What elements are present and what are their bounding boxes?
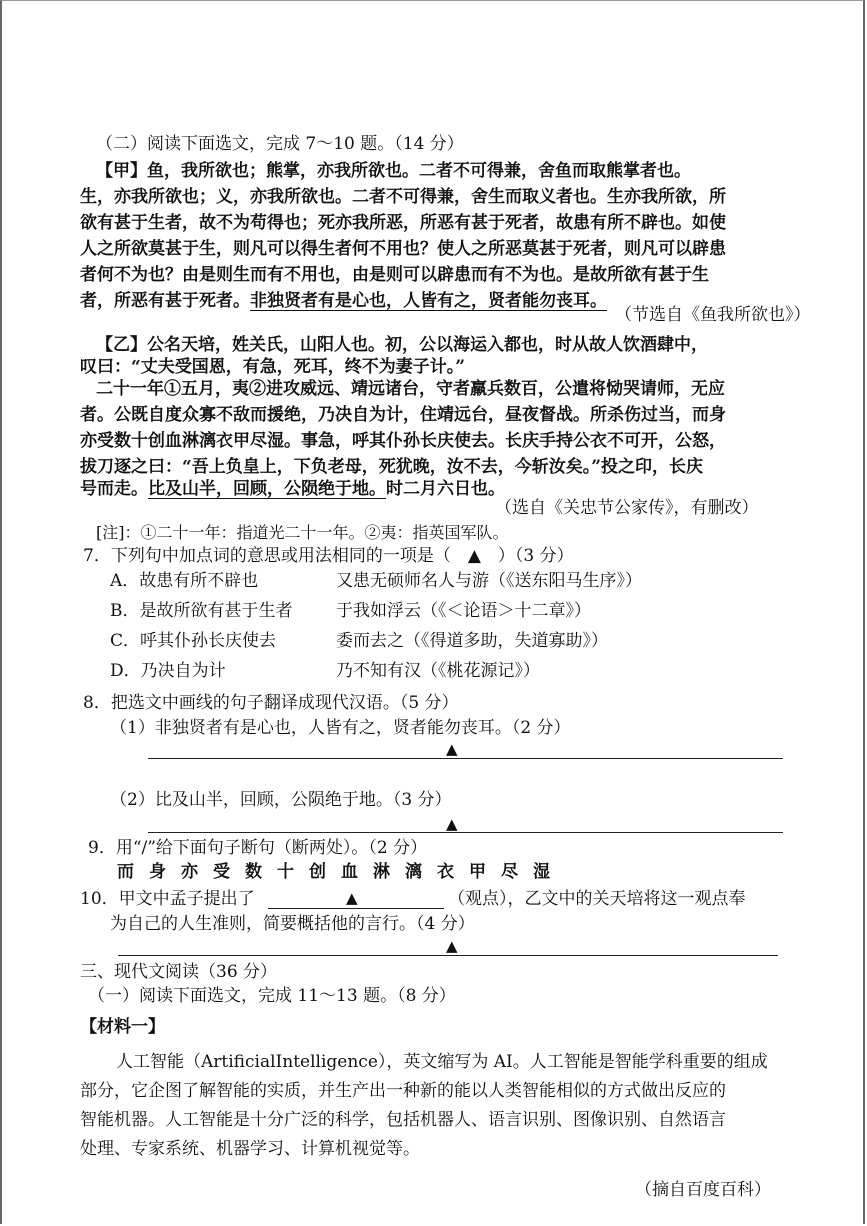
question-stem: 9．用“/”给下面句子断句（断两处）。（2 分） — [88, 838, 428, 858]
triangle-marker: ▲ — [346, 889, 358, 907]
passage-line: 者何不为也？由是则生而有不用也，由是则可以辟患而有不为也。是故所欲有甚于生 — [80, 265, 709, 285]
sentence-to-punctuate: 而身亦受数十创血淋漓衣甲尽湿 — [117, 862, 565, 882]
material-title: 【材料一】 — [80, 1017, 165, 1037]
option-a-left: A．故患有所不辟也 — [110, 571, 259, 591]
passage-line: 【甲】鱼，我所欲也；熊掌，亦我所欲也。二者不可得兼，舍鱼而取熊掌者也。 — [96, 161, 691, 181]
passage-line: 生，亦我所欲也；义，亦我所欲也。二者不可得兼，舍生而取义者也。生亦我所欲，所 — [80, 187, 726, 207]
material-source: （摘自百度百科） — [635, 1180, 771, 1200]
question-stem-part: 10．甲文中孟子提出了 — [80, 889, 255, 909]
option-b-left: B．是故所欲有甚于生者 — [110, 601, 293, 621]
sub-heading: （一）阅读下面选文，完成 11～13 题。（8 分） — [88, 986, 456, 1006]
question-stem-part: （观点），乙文中的关天培将这一观点奉 — [448, 889, 746, 909]
triangle-marker: ▲ — [446, 815, 458, 833]
paragraph-line: 人工智能（ArtificialIntelligence），英文缩写为 AI。人工智能是智能学科重要的组成 — [116, 1052, 768, 1072]
question-stem: 8．把选文中画线的句子翻译成现代汉语。（5 分） — [83, 693, 459, 713]
paragraph-line: 处理、专家系统、机器学习、计算机视觉等。 — [80, 1139, 420, 1159]
passage-text: 号而走。 — [80, 479, 148, 499]
sub-question-2: （2）比及山半，回顾，公陨绝于地。（3 分） — [110, 790, 452, 810]
triangle-marker: ▲ — [446, 740, 458, 758]
passage-line: 人之所欲莫甚于生，则凡可以得生者何不用也？使人之所恶莫甚于死者，则凡可以辟患 — [80, 239, 726, 259]
passage-text: 者，所恶有甚于死者。 — [80, 291, 250, 311]
paragraph-line: 智能机器。人工智能是十分广泛的科学，包括机器人、语言识别、图像识别、自然语言 — [80, 1110, 726, 1130]
question-stem-part: 为自己的人生准则，简要概括他的言行。（4 分） — [110, 914, 475, 934]
paragraph-line: 部分，它企图了解智能的实质，并生产出一种新的能以人类智能相似的方式做出反应的 — [80, 1081, 726, 1101]
passage-line: 拔刀逐之曰：“吾上负皇上，下负老母，死犹晚，汝不去，今斩汝矣。”投之印，长庆 — [80, 457, 704, 477]
passage-line: 欲有甚于生者，故不为苟得也；死亦我所恶，所恶有甚于死者，故患有所不辟也。如使 — [80, 213, 726, 233]
option-a-right: 又患无硕师名人与游（《送东阳马生序》） — [336, 571, 642, 591]
passage-line: 亦受数十创血淋漓衣甲尽湿。事急，呼其仆孙长庆使去。长庆手持公衣不可开，公怒， — [80, 431, 726, 451]
option-b-right: 于我如浮云（《＜论语＞十二章》） — [336, 601, 591, 621]
section-heading: 三、现代文阅读（36 分） — [80, 962, 278, 982]
option-c-right: 委而去之（《得道多助，失道寡助》） — [336, 631, 608, 651]
passage-text: 时二月六日也。 — [386, 479, 505, 499]
option-d-left: D．乃决自为计 — [110, 661, 226, 681]
triangle-marker: ▲ — [446, 937, 458, 955]
section-heading: （二）阅读下面选文，完成 7～10 题。（14 分） — [96, 134, 464, 154]
passage-source: （节选自《鱼我所欲也》） — [615, 305, 811, 325]
passage-line: 二十一年①五月，夷②进攻威远、靖远诸台，守者羸兵数百，公遣将恸哭请师，无应 — [96, 379, 725, 399]
underlined-sentence: 非独贤者有是心也，人皆有之，贤者能勿丧耳。 — [250, 291, 607, 311]
underlined-sentence: 比及山半，回顾，公陨绝于地。 — [148, 479, 386, 499]
passage-line: 者。公既自度众寡不敌而援绝，乃决自为计，住靖远台，昼夜督战。所杀伤过当，而身 — [80, 405, 726, 425]
option-d-right: 乃不知有汉（《桃花源记》） — [336, 661, 540, 681]
passage-source: （选自《关忠节公家传》，有删改） — [495, 498, 759, 518]
option-c-left: C．呼其仆孙长庆使去 — [110, 631, 277, 651]
passage-line: 【乙】公名天培，姓关氏，山阳人也。初，公以海运入都也，时从故人饮酒肆中， — [96, 335, 708, 355]
passage-line: 叹曰：“丈夫受国恩，有急，死耳，终不为妻子计。” — [80, 357, 466, 377]
sub-question-1: （1）非独贤者有是心也，人皆有之，贤者能勿丧耳。（2 分） — [110, 718, 571, 738]
annotation-note: [注]：①二十一年：指道光二十一年。②夷：指英国军队。 — [96, 523, 509, 542]
question-stem: 7．下列句中加点词的意思或用法相同的一项是（ ▲ ）（3 分） — [83, 546, 574, 566]
